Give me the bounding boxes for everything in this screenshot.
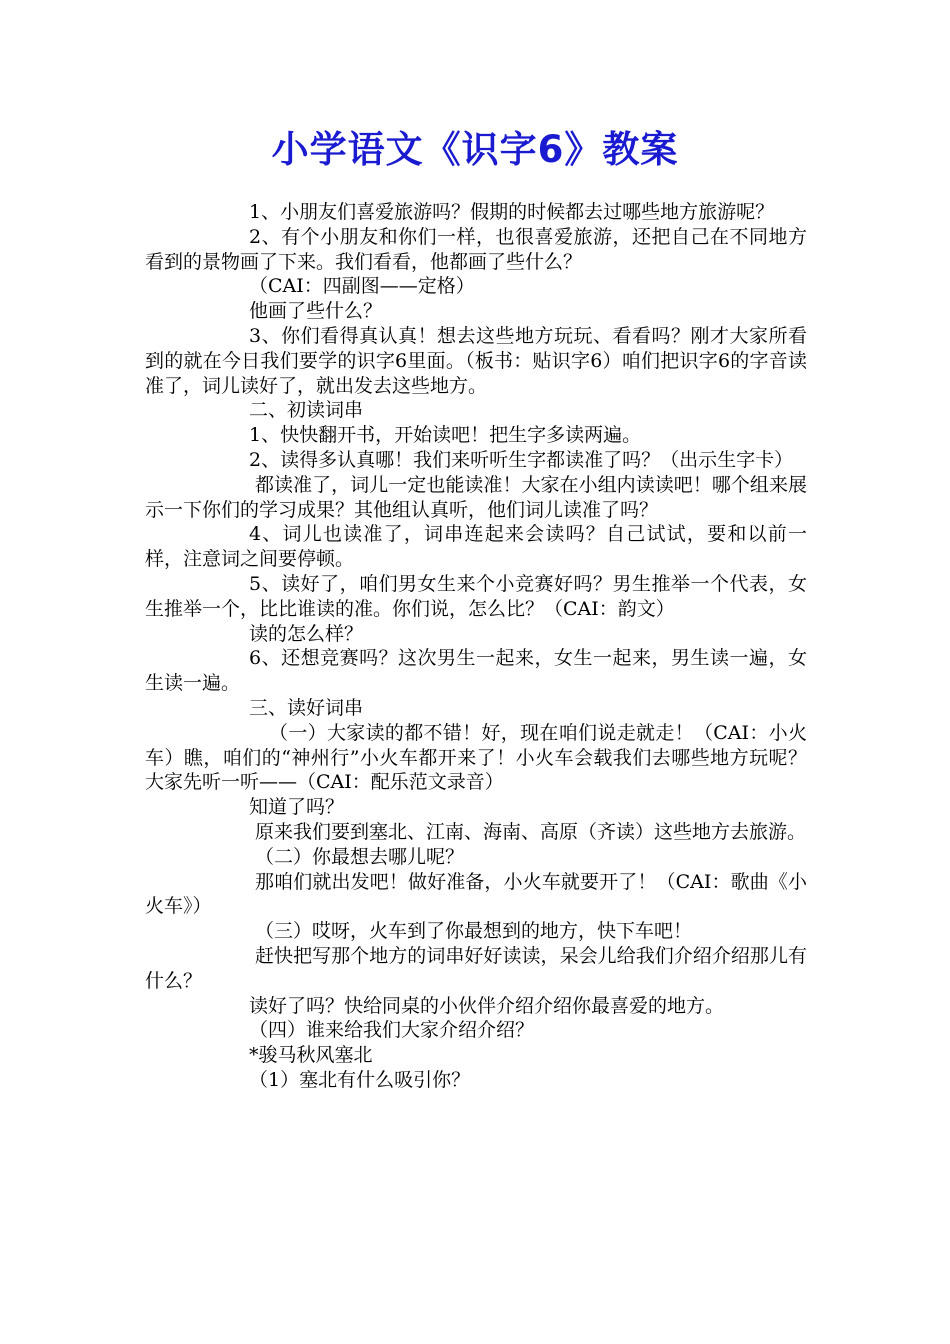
section-heading: 二、初读词串: [249, 399, 364, 422]
paragraph: 那咱们就出发吧！做好准备，小火车就要开了！（CAI：歌曲《小火车》）: [145, 870, 807, 918]
paragraph: 原来我们要到塞北、江南、海南、高原（齐读）这些地方去旅游。: [255, 820, 807, 843]
paragraph: 1、小朋友们喜爱旅游吗？假期的时候都去过哪些地方旅游呢？: [249, 201, 775, 223]
paragraph: 读好了吗？快给同桌的小伙伴介绍介绍你最喜爱的地方。: [249, 994, 725, 1017]
paragraph: 他画了些什么？: [249, 300, 383, 323]
paragraph: 2、有个小朋友和你们一样，也很喜爱旅游，还把自己在不同地方看到的景物画了下来。我们看看，他都画了些什么？: [145, 225, 807, 273]
paragraph: 5、读好了，咱们男女生来个小竞赛好吗？男生推举一个代表，女生推举一个，比比谁读的准。你们说，怎么比？（CAI：韵文）: [145, 572, 807, 620]
paragraph: 3、你们看得真认真！想去这些地方玩玩、看看吗？刚才大家所看到的就在今日我们要学的识字6里面。（板书：贴识字6）咱们把识字6的字音读准了，词儿读好了，就出发去这些地方。: [145, 324, 807, 397]
paragraph: 6、还想竞赛吗？这次男生一起来，女生一起来，男生读一遍，女生读一遍。: [145, 647, 807, 695]
paragraph: （三）哎呀，火车到了你最想到的地方，快下车吧！: [255, 920, 693, 943]
paragraph: *骏马秋风塞北: [249, 1044, 373, 1067]
paragraph: （CAI：四副图——定格）: [249, 275, 475, 298]
paragraph: （1）塞北有什么吸引你？: [249, 1068, 471, 1091]
paragraph: 读的怎么样？: [249, 622, 364, 645]
section-heading: 三、读好词串: [249, 696, 364, 719]
document-body: [145, 200, 807, 1093]
paragraph: 1、快快翻开书，开始读吧！把生字多读两遍。: [249, 424, 642, 447]
paragraph: 知道了吗？: [249, 796, 345, 819]
paragraph: （四）谁来给我们大家介绍介绍？: [249, 1019, 535, 1042]
paragraph: 赶快把写那个地方的词串好好读读，呆会儿给我们介绍介绍那儿有什么？: [145, 944, 807, 992]
paragraph: 都读准了，词儿一定也能读准！大家在小组内读读吧！哪个组来展示一下你们的学习成果？其他组认真听，他们词儿读准了吗？: [145, 473, 807, 521]
paragraph: （二）你最想去哪儿呢？: [255, 845, 465, 868]
paragraph: （一）大家读的都不错！好，现在咱们说走就走！（CAI：小火车）瞧，咱们的“神州行”小火车都开来了！小火车会载我们去哪些地方玩呢？大家先听一听——（CAI：配乐范文录音）: [145, 721, 807, 794]
paragraph: 2、读得多认真哪！我们来听听生字都读准了吗？（出示生字卡）: [249, 448, 794, 471]
paragraph: 4、词儿也读准了，词串连起来会读吗？自己试试，要和以前一样，注意词之间要停顿。: [145, 523, 807, 571]
document-title: 小学语文《识字6》教案: [271, 128, 679, 171]
